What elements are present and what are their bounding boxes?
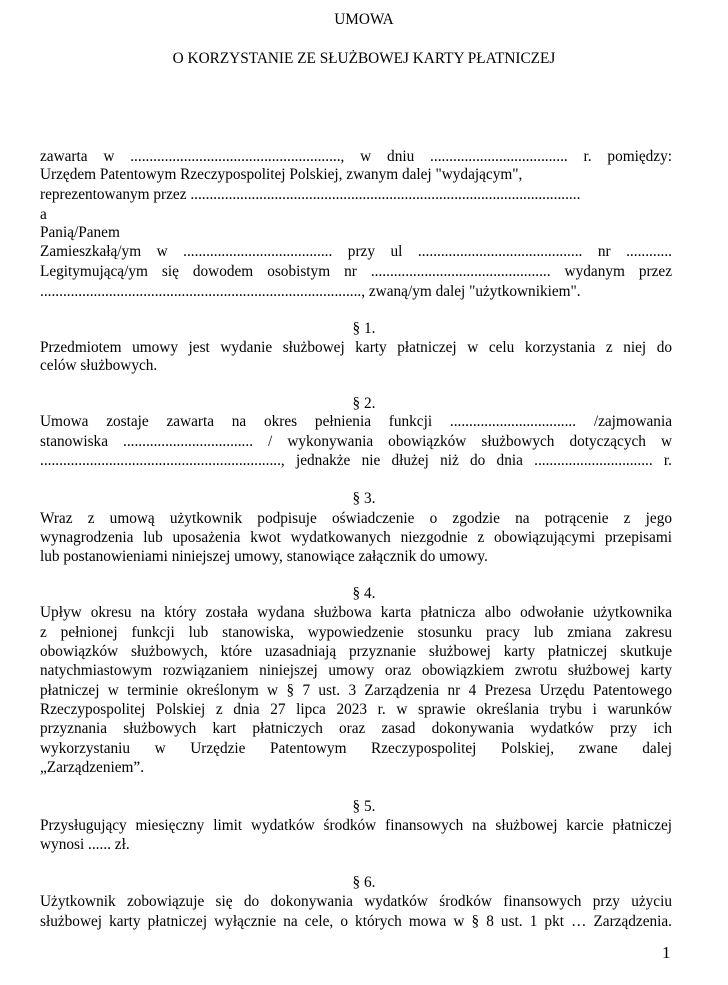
section-heading: § 2. <box>352 395 376 412</box>
section-heading: § 6. <box>352 874 376 891</box>
section-heading: § 4. <box>352 585 376 602</box>
section-line: natychmiastowym rozwiązaniem niniejszej umowy oraz obowiązkiem zwrotu służbowej karty <box>40 662 672 679</box>
intro-line: ...................................................................................., zwaną/ym dalej "użytkownikiem". <box>40 283 581 300</box>
section-line: Użytkownik zobowiązuje się do dokonywania wydatków środków finansowych przy użyciu <box>40 893 672 910</box>
section-line: Przysługujący miesięczny limit wydatków środków finansowych na służbowej karcie płatniczej <box>40 817 672 834</box>
intro-line: Urzędem Patentowym Rzeczypospolitej Polskiej, zwanym dalej "wydającym", <box>40 166 523 183</box>
section-line: ..............................................................., jednakże nie dłużej niż do dnia ............................... r. <box>40 452 672 469</box>
section-line: Rzeczypospolitej Polskiej z dnia 27 lipca 2023 r. w sprawie określania trybu i warunków <box>40 701 672 718</box>
section-line: z pełnionej funkcji lub stanowiska, wypowiedzenie stosunku pracy lub zmiana zakresu <box>40 624 672 641</box>
document-subtitle: O KORZYSTANIE ZE SŁUŻBOWEJ KARTY PŁATNICZEJ <box>172 50 556 67</box>
section-line: wykorzystaniu w Urzędzie Patentowym Rzeczypospolitej Polskiej, zwane dalej <box>40 740 672 757</box>
section-line: wynosi ...... zł. <box>40 836 130 853</box>
section-line: Umowa zostaje zawarta na okres pełnienia funkcji ................................. /zajmowania <box>40 413 672 430</box>
section-line: obowiązków służbowych, które uzasadniają przyznanie służbowej karty płatniczej skutkuje <box>40 643 672 660</box>
section-line: Przedmiotem umowy jest wydanie służbowej karty płatniczej w celu korzystania z niej do <box>40 339 672 356</box>
document-title: UMOWA <box>334 11 394 28</box>
section-heading: § 5. <box>352 798 376 815</box>
section-line: celów służbowych. <box>40 357 158 374</box>
section-line: stanowiska .................................. / wykonywania obowiązków służbowych dotyczących w <box>40 433 672 450</box>
section-heading: § 3. <box>352 490 376 507</box>
section-line: lub postanowieniami niniejszej umowy, stanowiące załącznik do umowy. <box>40 548 488 565</box>
section-heading: § 1. <box>352 320 376 337</box>
intro-line: a <box>40 206 47 223</box>
intro-line: Legitymującą/ym się dowodem osobistym nr ............................................... wydanym przez <box>40 263 672 280</box>
section-line: „Zarządzeniem”. <box>40 759 145 776</box>
section-line: Wraz z umową użytkownik podpisuje oświadczenie o zgodzie na potrącenie z jego <box>40 510 672 527</box>
section-line: Upływ okresu na który została wydana służbowa karta płatnicza albo odwołanie użytkownika <box>40 604 672 621</box>
intro-line: zawarta w ......................................................., w dniu .................................... r. pomiędzy: <box>40 148 672 165</box>
section-line: przyznania służbowych kart płatniczych oraz zasad dokonywania wydatków przy ich <box>40 720 672 737</box>
page-number: 1 <box>662 943 671 962</box>
section-line: służbowej karty płatniczej wyłącznie na cele, o których mowa w § 8 ust. 1 pkt … Zarządzenia. <box>40 913 672 930</box>
intro-line: reprezentowanym przez ...................................................................................................... <box>40 186 581 203</box>
intro-line: Panią/Panem <box>40 224 120 241</box>
intro-line: Zamieszkałą/ym w ....................................... przy ul ........................................... nr ............ <box>40 243 672 260</box>
section-line: płatniczej w terminie określonym w § 7 ust. 3 Zarządzenia nr 4 Prezesa Urzędu Patentowego <box>40 682 672 699</box>
section-line: wynagrodzenia lub uposażenia kwot wydatkowanych niezgodnie z obowiązującymi przepisami <box>40 529 672 546</box>
